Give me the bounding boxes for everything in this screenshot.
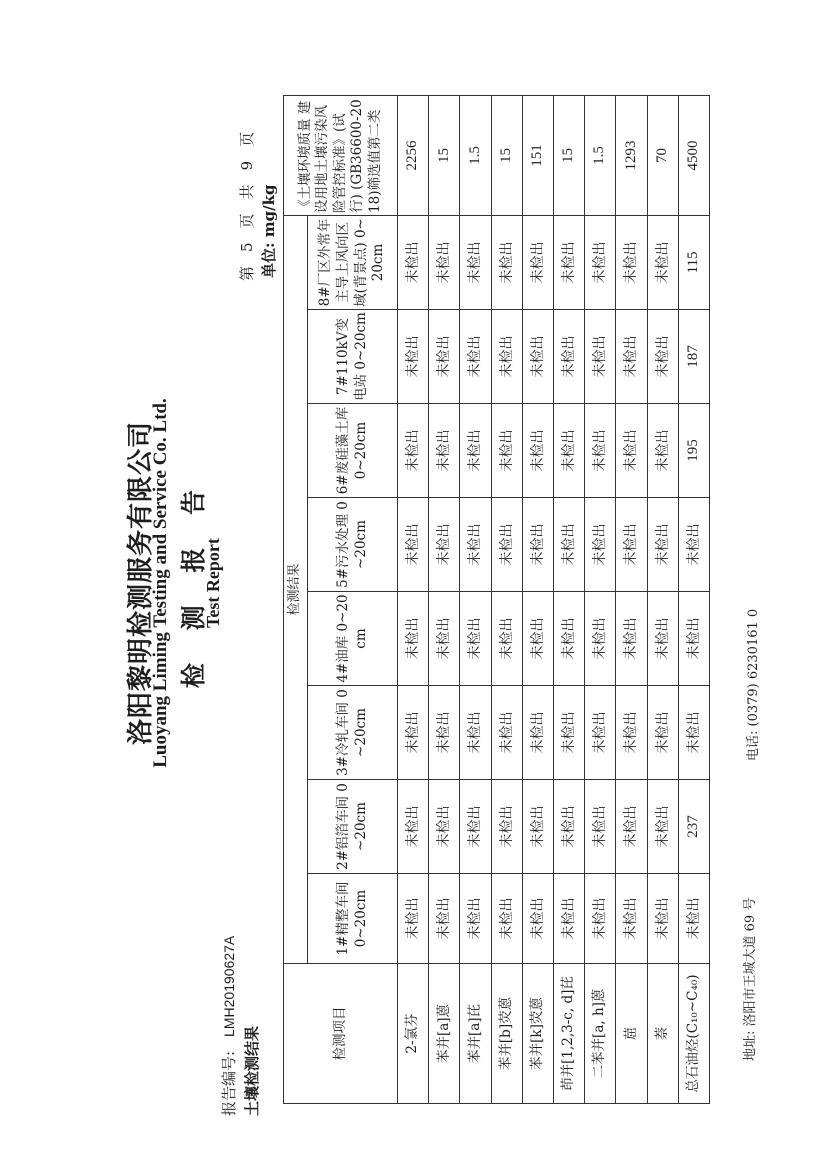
standard-value: 1.5 xyxy=(460,95,491,215)
cell: 未检出 xyxy=(522,874,553,964)
cell: 未检出 xyxy=(460,874,491,964)
cell: 未检出 xyxy=(522,215,553,309)
cell: 未检出 xyxy=(491,310,522,404)
row-item: 苯并[b]荧蒽 xyxy=(491,964,522,1104)
report-title-en: Test Report xyxy=(203,538,223,628)
cell: 未检出 xyxy=(585,874,616,964)
cell: 未检出 xyxy=(522,404,553,498)
cell: 未检出 xyxy=(460,215,491,309)
table-row xyxy=(398,95,429,1103)
cell: 未检出 xyxy=(678,686,709,780)
column-header: 8#厂区外常年主导上风向区域(背景点) 0~20cm xyxy=(308,215,398,309)
column-header: 6#废硅藻土库 0~20cm xyxy=(308,404,398,498)
cell: 未检出 xyxy=(616,310,647,404)
report-title-cn: 检 测 报 告 xyxy=(179,477,208,689)
cell: 未检出 xyxy=(616,215,647,309)
row-item: 总石油烃(C₁₀~C₄₀) xyxy=(678,964,709,1104)
table-row xyxy=(460,95,491,1103)
cell: 未检出 xyxy=(616,874,647,964)
table-row xyxy=(429,95,460,1103)
cell: 未检出 xyxy=(553,874,584,964)
cell: 未检出 xyxy=(491,874,522,964)
cell: 未检出 xyxy=(553,686,584,780)
cell: 未检出 xyxy=(616,404,647,498)
column-header: 7#110kV变电站 0~20cm xyxy=(308,310,398,404)
cell: 未检出 xyxy=(522,686,553,780)
cell: 237 xyxy=(678,780,709,874)
cell: 未检出 xyxy=(398,780,429,874)
unit-label: 单位: mg/kg xyxy=(260,184,278,278)
cell: 未检出 xyxy=(491,780,522,874)
cell: 未检出 xyxy=(553,780,584,874)
cell: 未检出 xyxy=(460,498,491,592)
page-label-1: 第 xyxy=(238,265,256,281)
row-item: 茚并[1,2,3-c, d]芘 xyxy=(553,964,584,1104)
cell: 未检出 xyxy=(678,592,709,686)
cell: 未检出 xyxy=(398,592,429,686)
standard-value: 15 xyxy=(553,95,584,215)
row-item: 萘 xyxy=(647,964,678,1104)
page-label-2: 页 xyxy=(238,213,256,229)
footer-phone: 电话: (0379) 6230161 0 xyxy=(746,608,761,761)
cell: 未检出 xyxy=(585,686,616,780)
cell: 未检出 xyxy=(585,310,616,404)
table-row xyxy=(585,95,616,1103)
cell: 未检出 xyxy=(647,310,678,404)
cell: 未检出 xyxy=(522,780,553,874)
cell: 未检出 xyxy=(460,310,491,404)
report-number-label: 报告编号: xyxy=(220,1050,238,1116)
page-current: 5 xyxy=(238,242,256,252)
cell: 未检出 xyxy=(398,686,429,780)
column-header: 1#精整车间 0~20cm xyxy=(308,874,398,964)
cell: 未检出 xyxy=(398,498,429,592)
cell: 未检出 xyxy=(429,686,460,780)
cell: 未检出 xyxy=(647,686,678,780)
cell: 未检出 xyxy=(398,874,429,964)
cell: 未检出 xyxy=(429,215,460,309)
cell: 未检出 xyxy=(460,780,491,874)
cell: 未检出 xyxy=(647,215,678,309)
standard-value: 15 xyxy=(491,95,522,215)
cell: 未检出 xyxy=(398,404,429,498)
table-row xyxy=(522,95,553,1103)
row-item: 苯并[a]芘 xyxy=(460,964,491,1104)
footer-address: 地址: 洛阳市王城大道 69 号 xyxy=(743,897,758,1061)
row-item: 苯并[k]荧蒽 xyxy=(522,964,553,1104)
item-header: 检测项目 xyxy=(284,964,398,1104)
cell: 未检出 xyxy=(429,780,460,874)
table-row xyxy=(678,95,709,1103)
row-item: 苯并[a]蒽 xyxy=(429,964,460,1104)
cell: 未检出 xyxy=(429,310,460,404)
cell: 未检出 xyxy=(647,498,678,592)
results-table xyxy=(283,95,710,1104)
page-indicator xyxy=(236,125,257,288)
cell: 未检出 xyxy=(491,498,522,592)
section-title: 土壤检测结果 xyxy=(243,1025,261,1116)
cell: 未检出 xyxy=(616,498,647,592)
cell: 未检出 xyxy=(616,686,647,780)
table-row xyxy=(491,95,522,1103)
cell: 未检出 xyxy=(429,874,460,964)
row-item: 䓛 xyxy=(616,964,647,1104)
cell: 未检出 xyxy=(553,404,584,498)
cell: 未检出 xyxy=(647,592,678,686)
cell: 195 xyxy=(678,404,709,498)
cell: 未检出 xyxy=(398,310,429,404)
cell: 未检出 xyxy=(585,498,616,592)
table-row xyxy=(647,95,678,1103)
cell: 未检出 xyxy=(491,404,522,498)
cell: 未检出 xyxy=(616,592,647,686)
standard-header: 《土壤环境质量 建设用地土壤污染风险管控标准》(试行) (GB36600-2018)筛选值第二类 xyxy=(284,95,398,215)
cell: 未检出 xyxy=(429,404,460,498)
report-number xyxy=(218,936,239,1116)
company-name-en: Luoyang Liming Testing and Service Co. Ltd. xyxy=(150,398,171,768)
cell: 未检出 xyxy=(647,874,678,964)
page-label-4: 页 xyxy=(238,131,256,147)
cell: 未检出 xyxy=(522,498,553,592)
column-header: 4#油库 0~20cm xyxy=(308,592,398,686)
row-item: 二苯并[a, h]蒽 xyxy=(585,964,616,1104)
cell: 未检出 xyxy=(585,404,616,498)
cell: 未检出 xyxy=(553,592,584,686)
cell: 未检出 xyxy=(553,215,584,309)
row-item: 2-氯芬 xyxy=(398,964,429,1104)
cell: 未检出 xyxy=(460,592,491,686)
cell: 未检出 xyxy=(491,592,522,686)
cell: 未检出 xyxy=(553,310,584,404)
page-label-3: 共 xyxy=(238,184,256,200)
cell: 未检出 xyxy=(616,780,647,874)
page-total: 9 xyxy=(238,160,256,171)
cell: 未检出 xyxy=(647,780,678,874)
table-row xyxy=(616,95,647,1103)
column-header: 2#铝箔车间 0~20cm xyxy=(308,780,398,874)
report-number-value: LMH20190627A xyxy=(221,935,237,1037)
cell: 未检出 xyxy=(553,498,584,592)
column-header: 3#冷轧车间 0~20cm xyxy=(308,686,398,780)
cell: 未检出 xyxy=(429,592,460,686)
standard-value: 151 xyxy=(522,95,553,215)
cell: 未检出 xyxy=(398,215,429,309)
cell: 未检出 xyxy=(678,874,709,964)
company-name-cn: 洛阳黎明检测服务有限公司 xyxy=(126,421,156,746)
standard-value: 4500 xyxy=(678,95,709,215)
cell: 未检出 xyxy=(460,686,491,780)
cell: 未检出 xyxy=(647,404,678,498)
cell: 187 xyxy=(678,310,709,404)
cell: 未检出 xyxy=(585,215,616,309)
cell: 未检出 xyxy=(522,592,553,686)
cell: 未检出 xyxy=(429,498,460,592)
standard-value: 1293 xyxy=(616,95,647,215)
cell: 未检出 xyxy=(460,404,491,498)
cell: 未检出 xyxy=(585,592,616,686)
cell: 115 xyxy=(678,215,709,309)
results-group-header: 检测结果 xyxy=(284,215,308,963)
standard-value: 2256 xyxy=(398,95,429,215)
standard-value: 1.5 xyxy=(585,95,616,215)
standard-value: 70 xyxy=(647,95,678,215)
cell: 未检出 xyxy=(678,498,709,592)
cell: 未检出 xyxy=(491,686,522,780)
table-row xyxy=(553,95,584,1103)
cell: 未检出 xyxy=(585,780,616,874)
standard-value: 15 xyxy=(429,95,460,215)
column-header: 5#污水处理 0~20cm xyxy=(308,498,398,592)
cell: 未检出 xyxy=(491,215,522,309)
cell: 未检出 xyxy=(522,310,553,404)
